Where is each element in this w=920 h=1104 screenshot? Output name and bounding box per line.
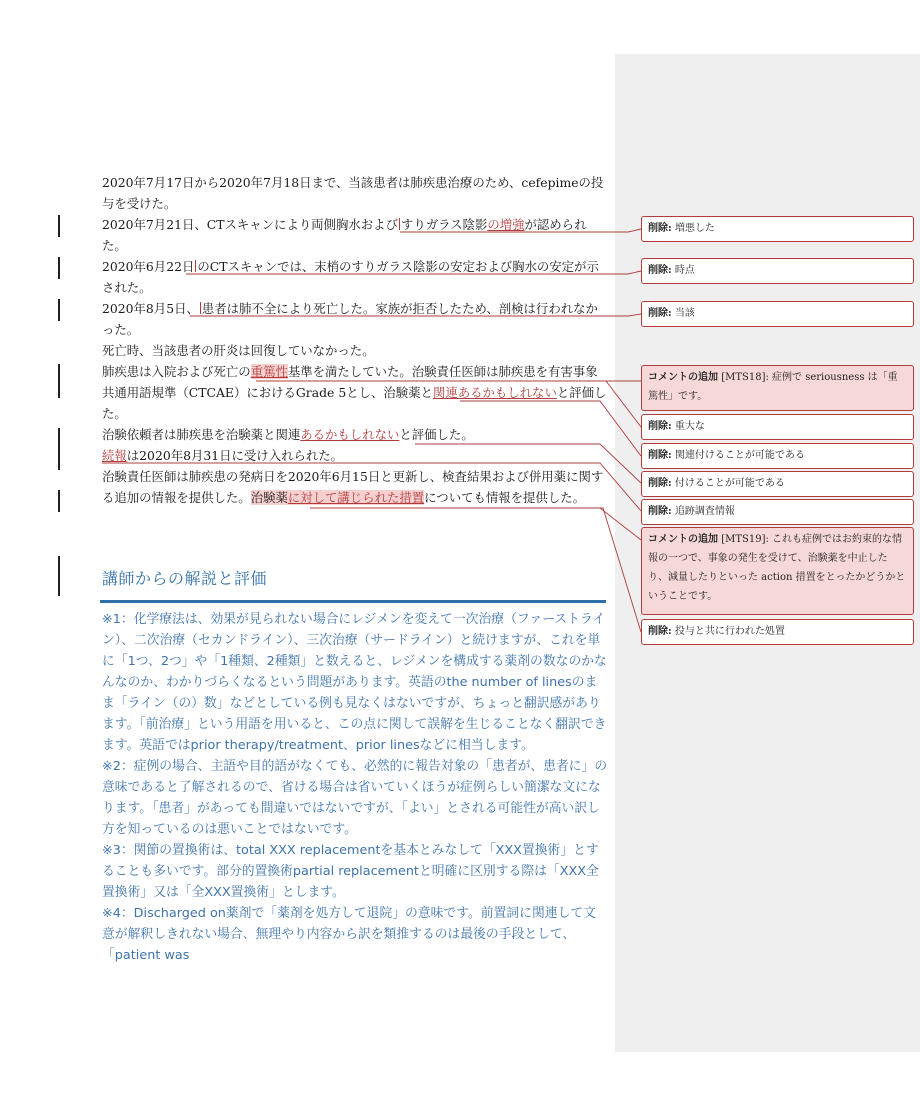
- note-paragraph: ※1：化学療法は、効果が見られない場合にレジメンを変えて一次治療（ファーストライン）、二次治療（セカンドライン）、三次治療（サードライン）と続けますが、これを単に「1つ、2つ」や「1種類、2種類」と数えると、レジメンを構成する薬剤の数なのかなんなのか、わかりづらくなるという問題があります。英語のthe number of linesのまま「ライン（の）数」などとしている例も見なくはないですが、ちょっと翻訳感があります。「前治療」という用語を用いると、この点に関して誤解を生じることなく翻訳できます。英語ではprior therapy/treatment、prior linesなどに相当します。: [102, 612, 607, 753]
- change-bar: [58, 299, 60, 321]
- balloon-label: コメントの追加: [648, 534, 718, 545]
- balloon-text: 付けることが可能である: [674, 478, 785, 489]
- balloon-text: 関連付けることが可能である: [674, 450, 805, 461]
- paragraph-text: 2020年7月17日から2020年7月18日まで、当該患者は肺疾患治療のため、cefepimeの投与を受けた。: [102, 175, 604, 211]
- paragraph-text: は2020年8月31日に受け入れられた。: [126, 448, 344, 463]
- deleted-text[interactable]: 続報: [102, 448, 127, 463]
- change-bar: [58, 428, 60, 470]
- paragraph: [102, 445, 607, 466]
- deletion-balloon[interactable]: [641, 216, 914, 242]
- comment-balloon[interactable]: [641, 527, 914, 615]
- change-bar: [58, 556, 60, 596]
- paragraph: [102, 298, 607, 340]
- paragraph: [102, 340, 607, 361]
- balloon-text: 重大な: [674, 421, 705, 432]
- case-narrative: [102, 172, 607, 508]
- balloon-label: 削除:: [648, 626, 672, 637]
- paragraph-text: が認められた。: [102, 217, 587, 253]
- balloon-text: 時点: [674, 265, 695, 276]
- paragraph: [102, 172, 607, 214]
- comment-tag: [MTS18]:: [721, 372, 769, 383]
- instructor-notes: [102, 609, 608, 966]
- paragraph-text: についても情報を提供した。: [424, 490, 585, 505]
- note-paragraph: ※2：症例の場合、主語や目的語がなくても、必然的に報告対象の「患者が、患者に」の意味であると了解されるので、省ける場合は省いていくほうが症例らしい簡潔な文になります。「患者」があっても間違いではないですが、「よい」とされる可能性が高い訳し方を知っているのは悪いことではないです。: [102, 759, 608, 837]
- balloon-text: 追跡調査情報: [674, 506, 735, 517]
- section-divider: [100, 600, 606, 603]
- balloon-label: 削除:: [648, 223, 672, 234]
- paragraph-text: 患者は肺不全により死亡した。家族が拒否したため、剖検は行われなかった。: [102, 301, 598, 337]
- deleted-text[interactable]: 関連あるかもしれない: [432, 385, 557, 400]
- balloon-label: 削除:: [648, 450, 672, 461]
- deletion-balloon[interactable]: [641, 619, 914, 645]
- comment-balloon[interactable]: [641, 365, 914, 411]
- paragraph: [102, 256, 607, 298]
- balloon-label: 削除:: [648, 478, 672, 489]
- change-bar: [58, 215, 60, 237]
- paragraph-text: のCTスキャンでは、末梢のすりガラス陰影の安定および胸水の安定が示された。: [102, 259, 599, 295]
- deleted-text[interactable]: の増強: [487, 217, 525, 232]
- deleted-text[interactable]: あるかもしれない: [300, 427, 400, 442]
- paragraph-text: と評価した。: [399, 427, 474, 442]
- comment-anchor[interactable]: [200, 302, 201, 314]
- deletion-balloon[interactable]: [641, 443, 914, 469]
- paragraph-text: 治験責任医師は肺疾患の発病日を2020年6月15日と更新し、検査結果および併用薬に関する追加の情報を提供した。: [102, 469, 604, 505]
- deleted-text[interactable]: 重篤性: [250, 364, 288, 379]
- paragraph: [102, 466, 607, 508]
- balloon-label: 削除:: [648, 421, 672, 432]
- balloon-text: 症例で seriousness は「重篤性」です。: [648, 372, 898, 402]
- balloon-label: コメントの追加: [648, 372, 718, 383]
- paragraph-text: 2020年6月22日: [102, 259, 195, 274]
- deletion-balloon[interactable]: [641, 499, 914, 525]
- highlighted-text[interactable]: 治験薬: [250, 490, 288, 505]
- paragraph-text: と評価した。: [102, 385, 607, 421]
- balloon-label: 削除:: [648, 308, 672, 319]
- paragraph-text: 2020年7月21日、CTスキャンにより両側胸水および: [102, 217, 398, 232]
- section-title: 講師からの解説と評価: [102, 569, 268, 588]
- balloon-text: 投与と共に行われた処置: [674, 626, 785, 637]
- balloon-label: 削除:: [648, 265, 672, 276]
- deleted-text[interactable]: に対して講じられた措置: [287, 490, 425, 505]
- change-bar: [58, 257, 60, 279]
- balloon-label: 削除:: [648, 506, 672, 517]
- note-paragraph: ※4：Discharged on薬剤で「薬剤を処方して退院」の意味です。前置詞に関連して文意が解釈しきれない場合、無理やり内容から訳を類推するのは最後の手段として、「patient was: [102, 906, 596, 963]
- paragraph-text: 死亡時、当該患者の肝炎は回復していなかった。: [102, 343, 375, 358]
- paragraph: [102, 214, 607, 256]
- change-bar: [58, 364, 60, 398]
- deletion-balloon[interactable]: [641, 471, 914, 497]
- deletion-balloon[interactable]: [641, 414, 914, 440]
- deletion-balloon[interactable]: [641, 258, 914, 284]
- paragraph: [102, 424, 607, 445]
- balloon-text: これも症例ではお約束的な情報の一つで、事象の発生を受けて、治験薬を中止したり、減量したりといった action 措置をとったかどうかということです。: [648, 534, 906, 602]
- balloon-text: 当該: [674, 308, 695, 319]
- change-bar: [58, 490, 60, 512]
- deletion-balloon[interactable]: [641, 301, 914, 327]
- comment-anchor[interactable]: [399, 218, 400, 230]
- comment-tag: [MTS19]:: [721, 534, 769, 545]
- paragraph-text: 基準を満たしていた。治験責任医師は肺疾患を有害事象共通用語規準（CTCAE）におけるGrade 5とし、治験薬と: [102, 364, 598, 400]
- note-paragraph: ※3：関節の置換術は、total XXX replacementを基本とみなして「XXX置換術」とすることも多いです。部分的置換術partial replacementと明確に区別する際は「XXX全置換術」又は「全XXX置換術」とします。: [102, 843, 599, 900]
- paragraph-text: 治験依頼者は肺疾患を治験薬と関連: [102, 427, 301, 442]
- paragraph-text: 2020年8月5日、: [102, 301, 199, 316]
- paragraph-text: すりガラス陰影: [400, 217, 488, 232]
- paragraph-text: 肺疾患は入院および死亡の: [102, 364, 251, 379]
- balloon-text: 増悪した: [674, 223, 715, 234]
- paragraph: [102, 361, 607, 424]
